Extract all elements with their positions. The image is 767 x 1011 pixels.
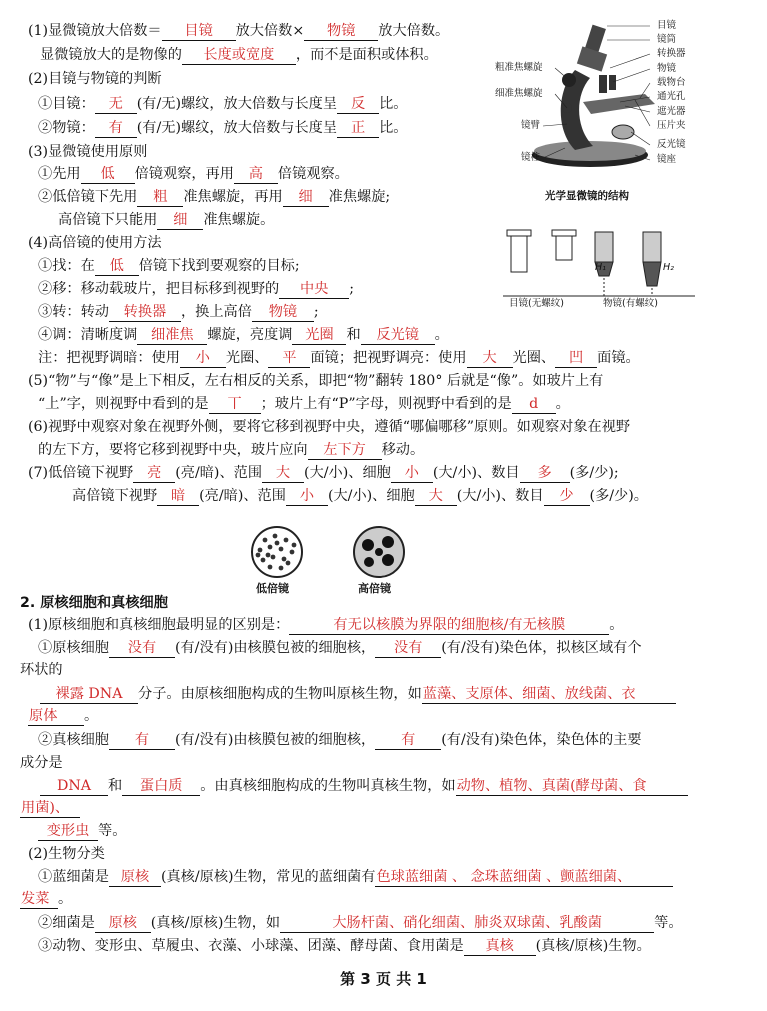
text-line: ①找：在 低 倍镜下找到要观察的目标; (38, 258, 300, 274)
cell-dot (268, 545, 273, 550)
text-line: “上”字，则视野中看到的是 丅 ；玻片上有“P”字母，则视野中看到的是 d 。 (38, 396, 570, 412)
eyepiece-short (556, 234, 572, 260)
answer-blank: d (512, 396, 556, 414)
answer-blank: 没有 (109, 640, 175, 658)
text-line: ①原核细胞 没有 (有/没有)由核膜包被的细胞核， 没有 (有/没有)染色体，拟核区域有个 (38, 640, 642, 656)
answer-blank: 目镜 (162, 23, 236, 41)
cell-dot (286, 561, 291, 566)
objective-long (643, 232, 661, 262)
answer-blank: 蓝藻、支原体、细菌、放线菌、衣 (422, 686, 676, 704)
objective-short (595, 232, 613, 262)
text-line: (1)原核细胞和真核细胞最明显的区别是： 有无以核膜为界限的细胞核/有无核膜 。 (28, 617, 624, 633)
answer-blank: 粗 (137, 189, 183, 207)
field-of-view-figure (240, 525, 420, 600)
answer-blank: 发菜 (20, 891, 58, 909)
section-title: 2. 原核细胞和真核细胞 (20, 595, 168, 611)
label-aperture: 通光孔 (657, 91, 686, 102)
answer-blank: 多 (520, 465, 570, 483)
answer-blank: 原体 (28, 708, 84, 726)
cell-dot (273, 534, 278, 539)
text-line: 发菜 。 (21, 891, 73, 907)
text-line: 环状的 (20, 662, 63, 678)
answer-blank: 反光镜 (361, 327, 435, 345)
answer-blank: 大 (467, 350, 513, 368)
cell-dot (271, 555, 276, 560)
text-line: DNA 和 蛋白质 。由真核细胞构成的生物叫真核生物，如动物、植物、真菌(酵母菌、食 (40, 776, 688, 796)
answer-blank: 有 (109, 732, 175, 750)
label-h2: H₂ (663, 262, 674, 273)
label-base: 镜座 (657, 154, 677, 165)
cell-dot (261, 558, 266, 563)
answer-blank: 丅 (209, 396, 261, 414)
text-line: ①蓝细菌是 原核 (真核/原核)生物，常见的蓝细菌有色球蓝细菌 、 念珠蓝细菌 、颤蓝细菌、 (38, 867, 673, 887)
text-line: (5)“物”与“像”是上下相反，左右相反的关系，即把“物”翻转 180° 后就是“像”。如玻片上有 (28, 373, 604, 389)
answer-blank: 有 (95, 120, 137, 138)
lens-caption-objective: 物镜(有螺纹) (603, 298, 658, 309)
text-line: 变形虫 等。 (38, 821, 126, 841)
mirror (612, 125, 634, 139)
cell-dot (279, 566, 284, 571)
answer-blank: 物镜 (252, 304, 314, 322)
answer-blank: 细 (157, 212, 203, 230)
text-line: (4)高倍镜的使用方法 (28, 235, 162, 251)
label-clip: 压片夹 (657, 120, 686, 131)
label-eyepiece: 目镜 (657, 20, 677, 31)
microscope-stage (583, 94, 655, 114)
label-arm: 镜臂 (521, 120, 541, 131)
answer-blank: 大 (262, 465, 304, 483)
low-power-label: 低倍镜 (256, 582, 289, 595)
text-line: 注：把视野调暗：使用 小 光圈、 平 面镜；把视野调亮：使用 大 光圈、 凹 面镜。 (38, 350, 640, 366)
text-line: ①先用 低 倍镜观察，再用 高 倍镜观察。 (38, 166, 349, 182)
answer-blank: 原核 (95, 915, 151, 933)
label-nosepiece: 转换器 (657, 48, 686, 59)
label-h1: H₁ (595, 262, 606, 273)
answer-blank: 裸露 DNA (40, 686, 138, 704)
text-line: 显微镜放大的是物像的 长度或宽度 ，而不是面积或体积。 (40, 47, 438, 63)
cell-dot (256, 553, 261, 558)
cell-dot (266, 553, 271, 558)
answer-blank: 小 (286, 488, 328, 506)
answer-blank: 蛋白质 (122, 778, 200, 796)
answer-blank: 小 (391, 465, 433, 483)
label-mirror: 反光镜 (657, 139, 686, 150)
answer-blank: 细 (283, 189, 329, 207)
answer-blank: 长度或宽度 (182, 47, 296, 65)
answer-blank: 色球蓝细菌 、 念珠蓝细菌 、颤蓝细菌、 (375, 869, 673, 887)
text-line: (2)目镜与物镜的判断 (28, 71, 162, 87)
answer-blank: 光圈 (292, 327, 346, 345)
microscope-figure (495, 20, 710, 314)
text-line: 的左下方，要将它移到视野中央，玻片应向 左下方 移动。 (38, 442, 425, 458)
text-line: ②低倍镜下先用 粗 准焦螺旋，再用 细 准焦螺旋; (38, 189, 391, 205)
answer-blank: 中央 (279, 281, 349, 299)
answer-blank: 大肠杆菌、硝化细菌、肺炎双球菌、乳酸菌 (280, 915, 654, 933)
text-line (20, 798, 80, 818)
cell-dot (268, 565, 273, 570)
text-line: (3)显微镜使用原则 (28, 144, 148, 160)
text-line: ①目镜： 无 (有/无)螺纹，放大倍数与长度呈 反 比。 (38, 96, 408, 112)
text-line: ②移：移动载玻片，把目标移到视野的 中央 ; (38, 281, 354, 297)
text-line: 原体 。 (29, 708, 99, 724)
view-circles (240, 525, 420, 581)
answer-blank: 细准焦 (137, 327, 207, 345)
answer-blank: 反 (337, 96, 379, 114)
lens-caption-eyepiece: 目镜(无螺纹) (509, 298, 564, 309)
answer-blank: 小 (180, 350, 226, 368)
answer-blank: 少 (544, 488, 590, 506)
text-line: (7)低倍镜下视野 亮 (亮/暗)、范围 大 (大/小)、细胞 小 (大/小)、数目 多 (多/少); (28, 465, 619, 481)
cell-dot (275, 541, 280, 546)
answer-blank: 真核 (464, 938, 536, 956)
answer-blank: 有 (375, 732, 441, 750)
text-line: ③转：转动 转换器 ，换上高倍 物镜 ; (38, 304, 319, 320)
answer-blank: 有无以核膜为界限的细胞核/有无核膜 (289, 617, 609, 635)
answer-blank: 无 (95, 96, 137, 114)
answer-blank: 亮 (133, 465, 175, 483)
label-pillar: 镜柱 (521, 152, 541, 163)
answer-blank: 原核 (109, 869, 161, 887)
answer-blank: 转换器 (109, 304, 181, 322)
answer-blank: 变形虫 (38, 823, 98, 841)
answer-blank: 暗 (157, 488, 199, 506)
cell-dot (292, 543, 297, 548)
answer-blank: 平 (268, 350, 310, 368)
cell-dot (279, 547, 284, 552)
text-line: 高倍镜下视野 暗 (亮/暗)、范围 小 (大/小)、细胞 大 (大/小)、数目 少 (多/少)。 (72, 488, 648, 504)
label-tube: 镜筒 (657, 34, 677, 45)
answer-blank: DNA (40, 778, 108, 796)
label-diaphragm: 遮光器 (657, 106, 686, 117)
text-line: 高倍镜下只能用 细 准焦螺旋。 (58, 212, 275, 228)
label-objective: 物镜 (657, 63, 677, 74)
high-power-label: 高倍镜 (358, 582, 391, 595)
label-fine-knob: 细准焦螺旋 (495, 88, 543, 99)
cell-dot (263, 538, 268, 543)
label-stage: 载物台 (657, 77, 686, 88)
text-line: ②细菌是 原核 (真核/原核)生物，如 大肠杆菌、硝化细菌、肺炎双球菌、乳酸菌 等。 (38, 915, 683, 931)
answer-blank: 大 (415, 488, 457, 506)
eyepiece-long (511, 234, 527, 272)
text-line: ③动物、变形虫、草履虫、衣藻、小球藻、团藻、酵母菌、食用菌是 真核 (真核/原核)生物。 (38, 938, 651, 954)
label-coarse-knob: 粗准焦螺旋 (495, 62, 543, 73)
answer-blank: 用菌)、 (20, 800, 80, 818)
text-line: ②真核细胞 有 (有/没有)由核膜包被的细胞核， 有 (有/没有)染色体，染色体的主要 (38, 732, 642, 748)
cell-dot (258, 548, 263, 553)
text-line: (6)视野中观察对象在视野外侧，要将它移到视野中央，遵循“哪偏哪移”原则。如观察对象在视野 (28, 419, 631, 435)
text-line: (2)生物分类 (28, 846, 105, 862)
text-line: ④调：清晰度调 细准焦 螺旋，亮度调 光圈 和 反光镜 。 (38, 327, 449, 343)
answer-blank: 动物、植物、真菌(酵母菌、食 (456, 778, 688, 796)
answer-blank: 低 (81, 166, 135, 184)
answer-blank: 没有 (375, 640, 441, 658)
text-line: 裸露 DNA 分子。由原核细胞构成的生物叫原核生物，如蓝藻、支原体、细菌、放线菌、衣 (40, 684, 676, 704)
page-footer: 第 3 页 共 1 (340, 970, 427, 988)
objective-lens (599, 75, 607, 93)
cell-dot (284, 538, 289, 543)
text-line: (1)显微镜放大倍数＝ 目镜 放大倍数× 物镜 放大倍数。 (28, 23, 450, 39)
answer-blank: 低 (95, 258, 139, 276)
answer-blank: 高 (234, 166, 278, 184)
answer-blank: 正 (337, 120, 379, 138)
cell-dot (290, 550, 295, 555)
answer-blank: 物镜 (304, 23, 378, 41)
answer-blank: 左下方 (308, 442, 382, 460)
figure-caption: 光学显微镜的结构 (545, 190, 629, 202)
answer-blank: 凹 (555, 350, 597, 368)
cell-dot (282, 557, 287, 562)
text-line: 成分是 (20, 755, 63, 771)
text-line: ②物镜： 有 (有/无)螺纹，放大倍数与长度呈 正 比。 (38, 120, 408, 136)
